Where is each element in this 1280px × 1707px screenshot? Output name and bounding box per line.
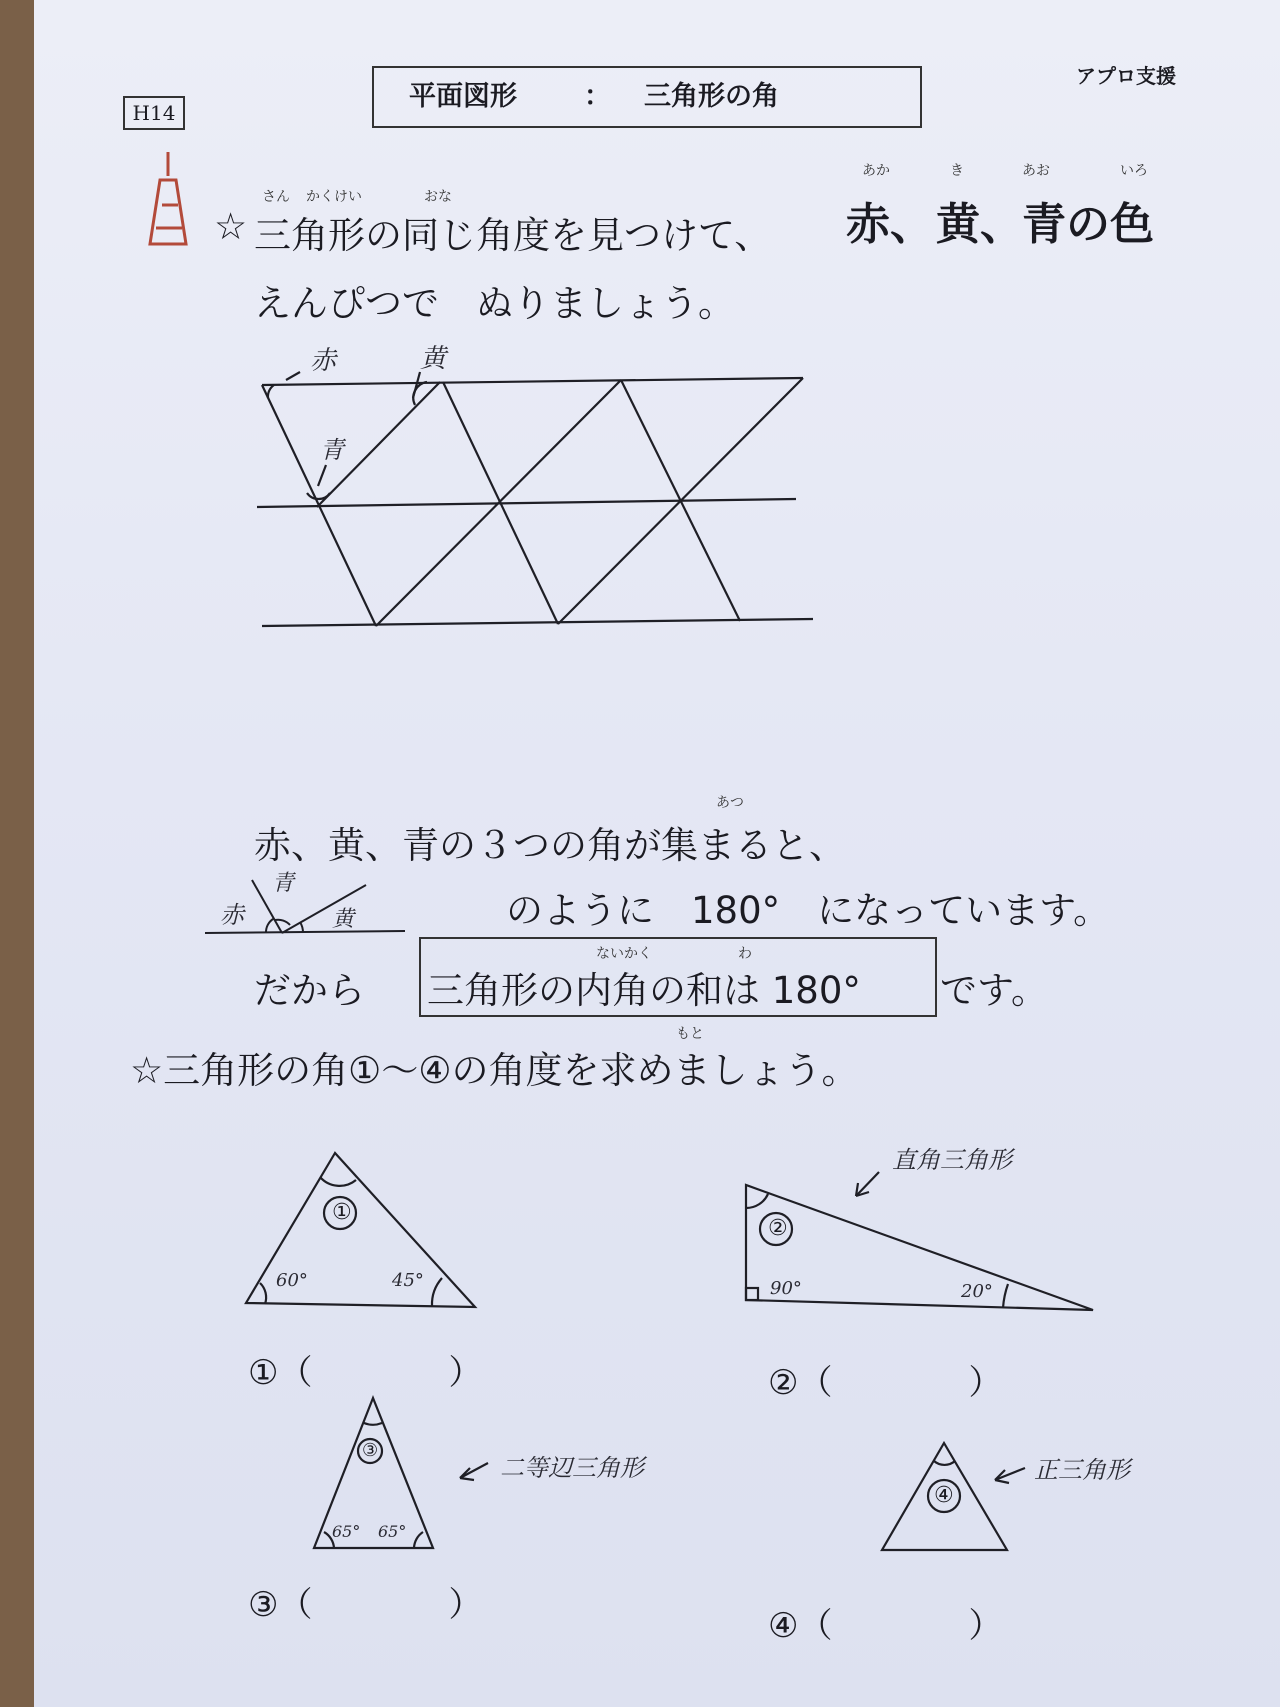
triangle3-angle-a: 65°	[332, 1522, 361, 1541]
explain-prefix: だから	[254, 969, 365, 1012]
answer-2: ②（ ）	[768, 1363, 1003, 1403]
triangle2-marker: ②	[768, 1216, 788, 1241]
triangle2-angle-a: 90°	[770, 1278, 802, 1299]
diagram-label-yellow: 黄	[420, 344, 447, 374]
title-right: 三角形の角	[644, 81, 779, 112]
ruby-naikaku: ないかく	[596, 946, 652, 962]
triangle3-angle-b: 65°	[378, 1522, 407, 1541]
mini-label-yellow: 黄	[332, 907, 355, 932]
diagram-label-red: 赤	[310, 346, 337, 376]
ruby-atsu: あつ	[716, 795, 744, 811]
mini-label-blue: 青	[272, 871, 295, 896]
triangle4-marker: ④	[934, 1483, 954, 1508]
triangle3-note: 二等辺三角形	[500, 1454, 644, 1482]
triangle1-marker: ①	[332, 1200, 352, 1225]
title-box	[372, 66, 922, 128]
title-separator: ：	[584, 81, 611, 112]
ruby-san: さん	[262, 189, 290, 205]
explain-suffix: です。	[940, 969, 1049, 1012]
task1-line1: 三角形の同じ角度を見つけて、	[254, 214, 772, 257]
answer-3: ③（ ）	[248, 1585, 483, 1625]
comma-1: 、	[890, 199, 934, 250]
triangle2-angle-b: 20°	[961, 1281, 993, 1302]
ruby-ona: おな	[424, 189, 452, 205]
ruby-iro: いろ	[1120, 163, 1148, 179]
ruby-aka: あか	[862, 163, 890, 179]
color-red: 赤	[846, 199, 890, 250]
ruby-ki: き	[950, 163, 964, 179]
triangle2-note: 直角三角形	[892, 1146, 1012, 1174]
triangle4-note: 正三角形	[1034, 1456, 1130, 1484]
triangle3-marker: ③	[362, 1440, 379, 1461]
title-left: 平面図形	[409, 81, 517, 112]
support-label: アプロ支援	[1076, 64, 1176, 88]
triangle1-angle-a: 60°	[276, 1270, 308, 1291]
triangle1-angle-b: 45°	[392, 1270, 424, 1291]
ruby-kakukei: かくけい	[306, 189, 362, 205]
diagram-label-blue: 青	[320, 436, 344, 464]
ruby-wa: わ	[738, 946, 752, 962]
color-blue: 青の色	[1022, 199, 1154, 250]
color-yellow: 黄	[936, 199, 980, 250]
answer-1: ①（ ）	[248, 1353, 483, 1393]
worksheet-code: H14	[123, 96, 185, 130]
key-fact-text: 三角形の内角の和は 180°	[427, 969, 861, 1012]
explain-line2: のように 180° になっています。	[506, 889, 1111, 932]
explain-line1: 赤、黄、青の３つの角が集まると、	[254, 824, 846, 867]
comma-2: 、	[980, 199, 1024, 250]
task1-star: ☆	[214, 205, 248, 248]
ruby-moto: もと	[676, 1026, 704, 1042]
ruby-ao: あお	[1022, 163, 1050, 179]
answer-4: ④（ ）	[768, 1606, 1003, 1646]
task2-text: ☆三角形の角①～④の角度を求めましょう。	[130, 1049, 859, 1092]
task1-line2: えんぴつで ぬりましょう。	[254, 282, 735, 325]
mini-label-red: 赤	[220, 901, 244, 929]
